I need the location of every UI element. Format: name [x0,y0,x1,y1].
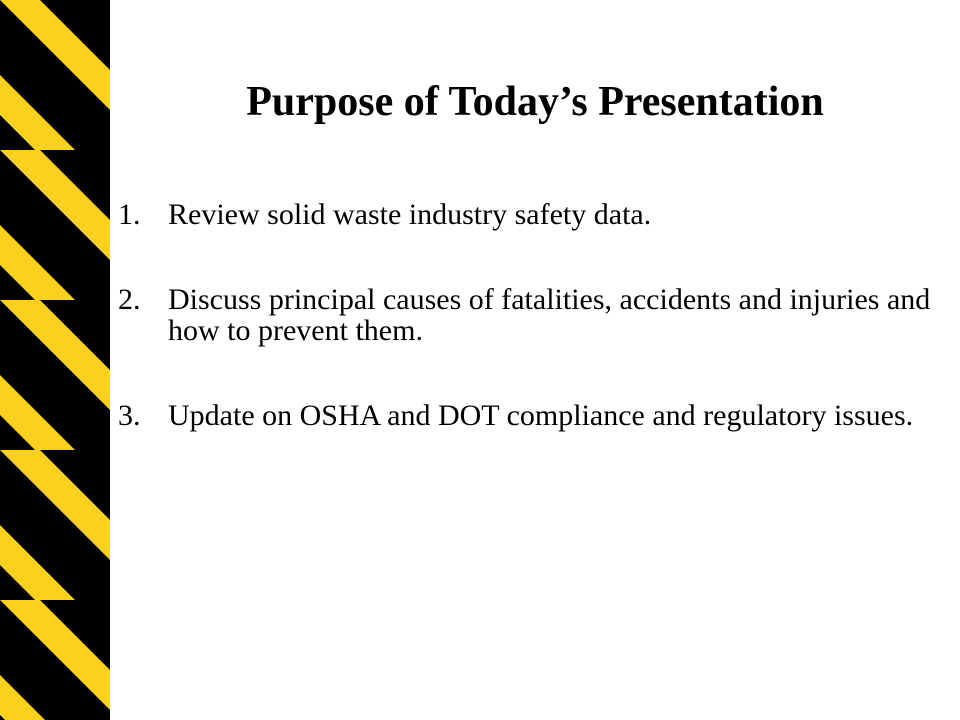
list-item-number: 2. [118,283,141,316]
list-item-text: Discuss principal causes of fatalities, accidents and injuries and how to prevent them. [168,283,931,347]
hazard-stripe-decoration [0,0,110,720]
slide-title: Purpose of Today’s Presentation [246,79,824,125]
list-item-number: 3. [118,399,141,432]
list-item [118,284,938,346]
list-item [118,400,938,431]
list-item-text: Update on OSHA and DOT compliance and regulatory issues. [168,399,914,432]
list-item-number: 1. [118,198,141,231]
list-item [118,199,938,230]
list-item-text: Review solid waste industry safety data. [168,198,652,231]
